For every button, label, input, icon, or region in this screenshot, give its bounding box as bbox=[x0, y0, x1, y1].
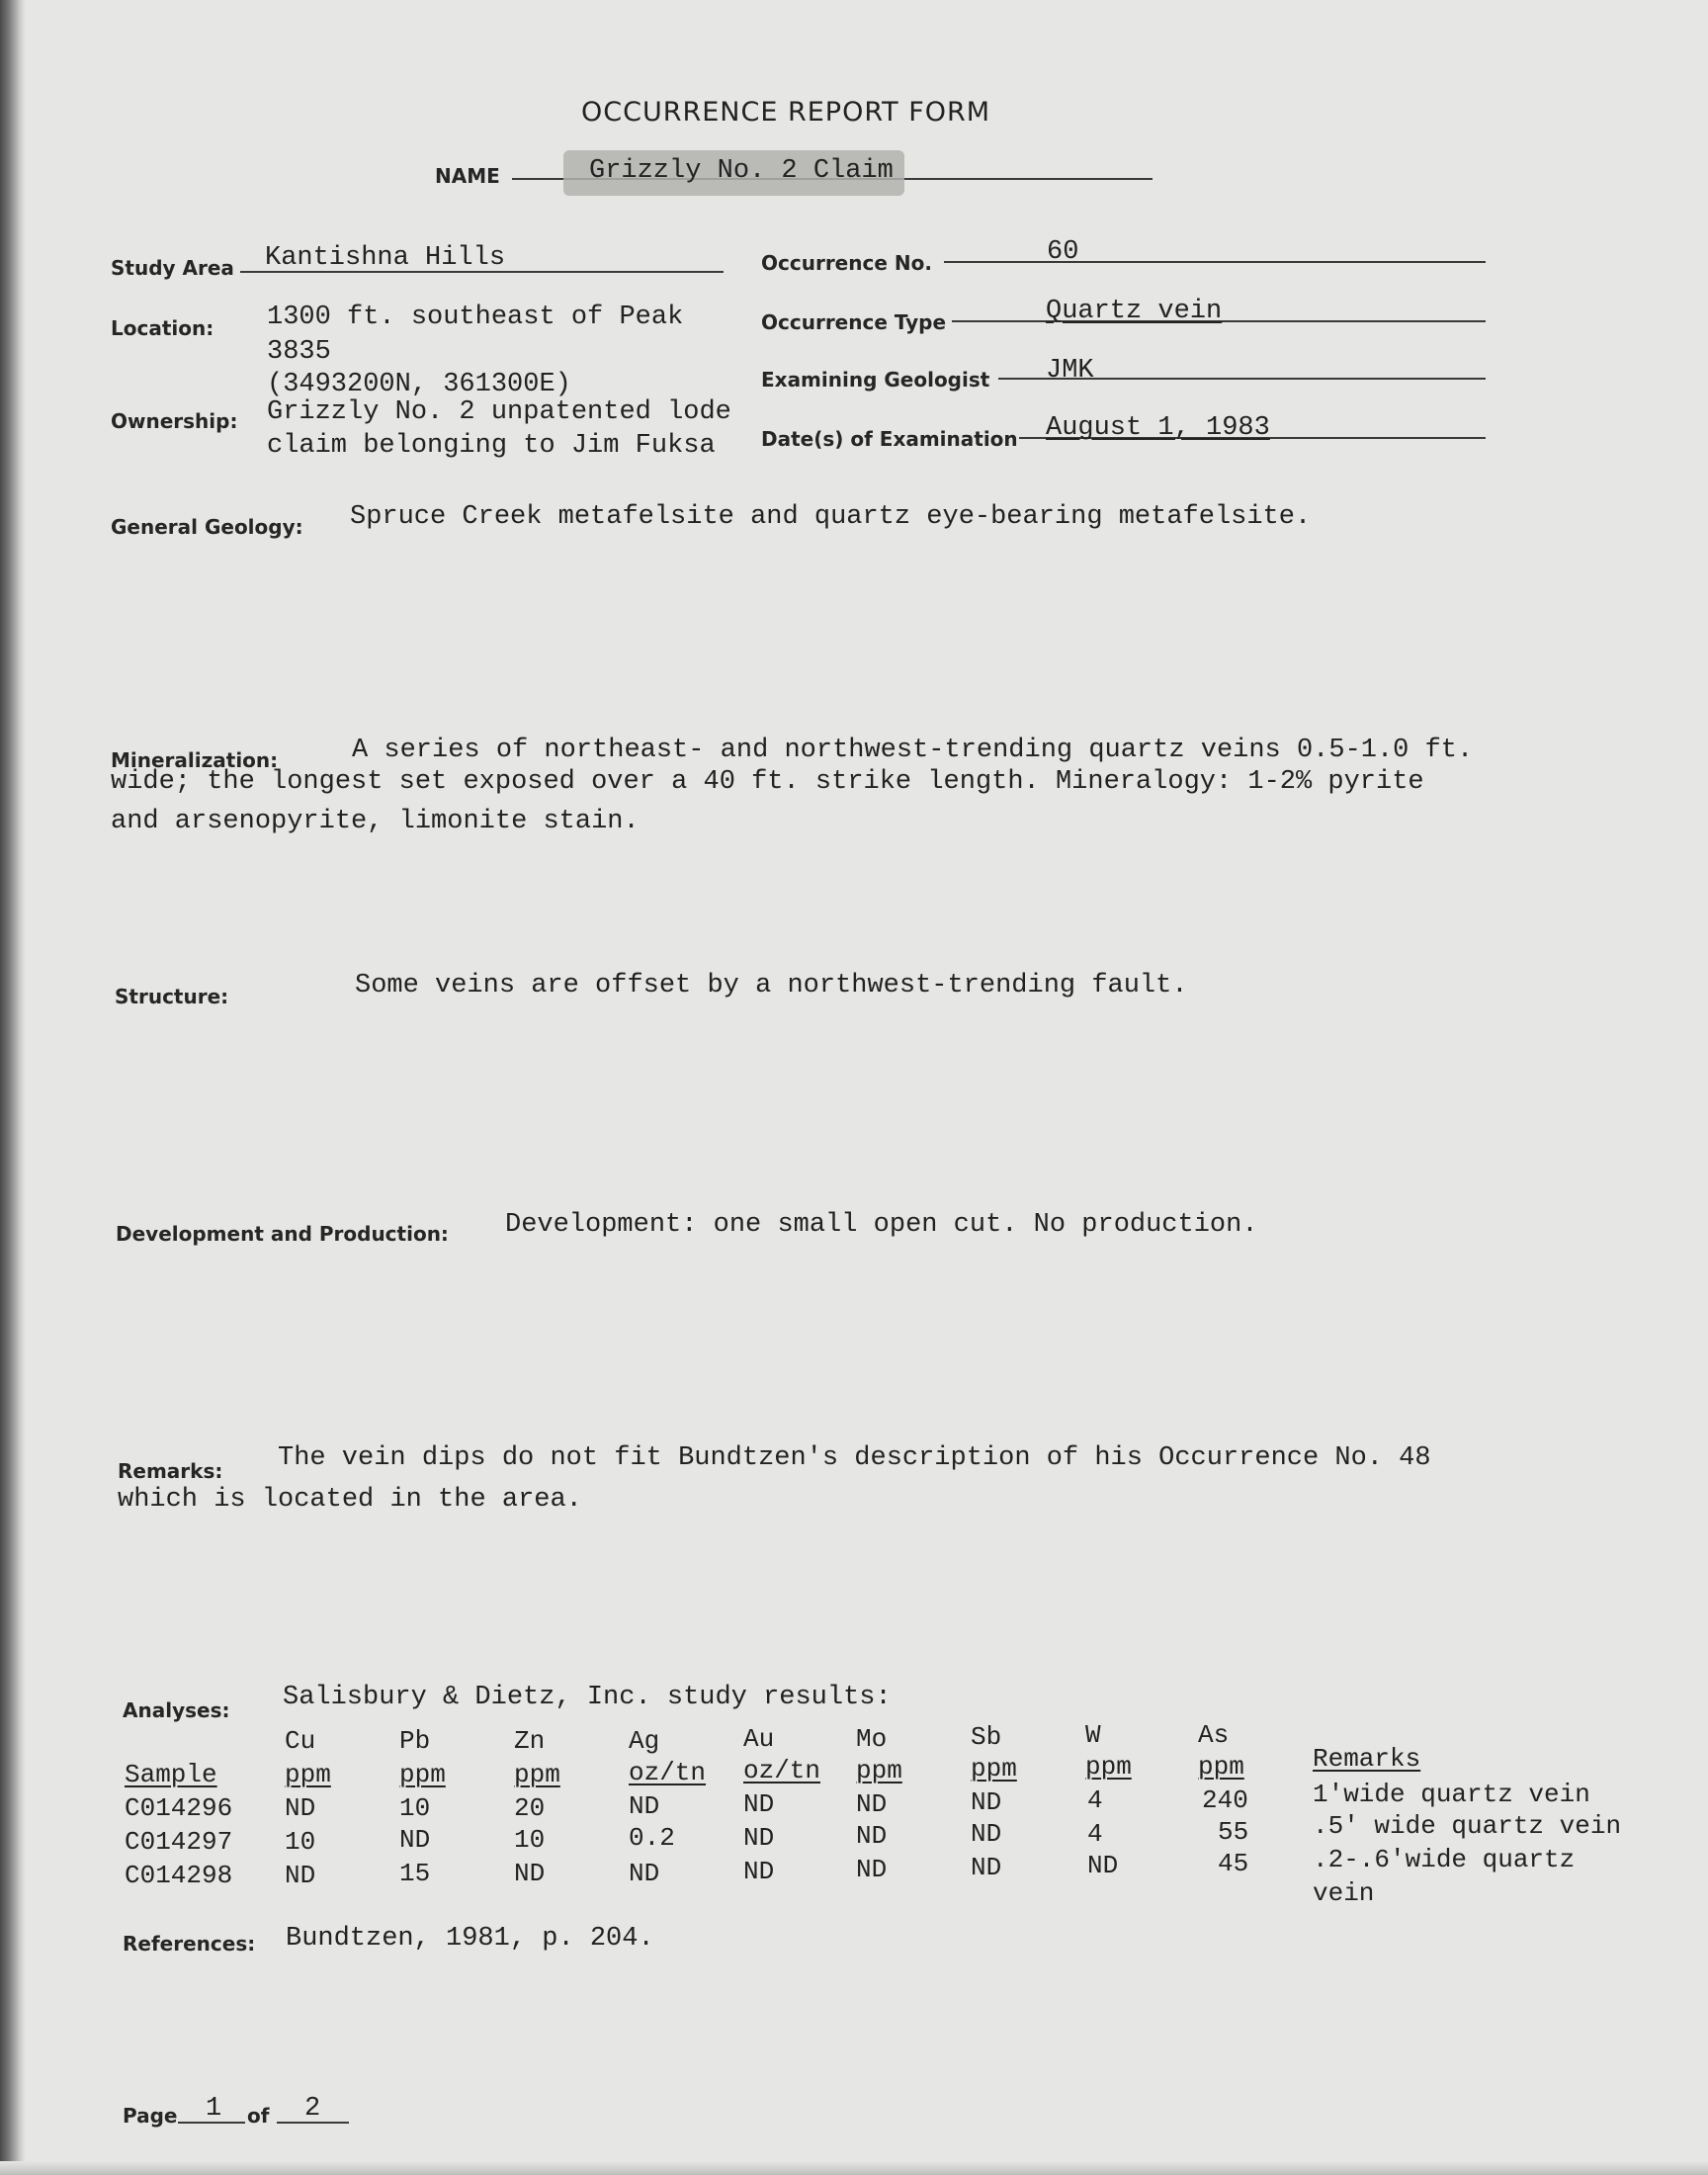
column-element-as: As bbox=[1198, 1720, 1230, 1750]
examining-geologist-value: JMK bbox=[1046, 356, 1094, 386]
ownership-line-1: Grizzly No. 2 unpatented lode bbox=[267, 397, 731, 427]
mineralization-line-3: and arsenopyrite, limonite stain. bbox=[111, 807, 640, 836]
cu-value: ND bbox=[285, 1793, 316, 1823]
of-label: of bbox=[247, 2104, 270, 2128]
general-geology-text: Spruce Creek metafelsite and quartz eye-bearing metafelsite. bbox=[350, 502, 1312, 532]
sample-id: C014298 bbox=[125, 1861, 233, 1890]
location-line-3: (3493200N, 361300E) bbox=[267, 370, 571, 399]
occurrence-type-value: Quartz vein bbox=[1046, 297, 1223, 326]
mineralization-label: Mineralization: bbox=[111, 748, 279, 772]
column-unit-as: ppm bbox=[1198, 1752, 1244, 1782]
name-value: Grizzly No. 2 Claim bbox=[589, 156, 894, 186]
column-unit-ag: oz/tn bbox=[629, 1758, 707, 1787]
sample-id: C014296 bbox=[125, 1793, 233, 1823]
sample-id: C014297 bbox=[125, 1827, 233, 1857]
remarks-line-2: which is located in the area. bbox=[118, 1485, 582, 1515]
general-geology-label: General Geology: bbox=[111, 515, 303, 539]
pb-value: 15 bbox=[399, 1859, 431, 1888]
column-element-zn: Zn bbox=[514, 1726, 546, 1756]
ag-value: 0.2 bbox=[629, 1823, 675, 1853]
mo-value: ND bbox=[856, 1855, 888, 1884]
ownership-line-2: claim belonging to Jim Fuksa bbox=[267, 431, 716, 461]
analyses-source: Salisbury & Dietz, Inc. study results: bbox=[283, 1683, 892, 1712]
location-line-2: 3835 bbox=[267, 337, 331, 367]
ag-value: ND bbox=[629, 1859, 660, 1888]
occurrence-no-value: 60 bbox=[1047, 237, 1079, 267]
page-label: Page bbox=[123, 2104, 178, 2128]
references-text: Bundtzen, 1981, p. 204. bbox=[286, 1924, 654, 1954]
column-header-remarks: Remarks bbox=[1313, 1744, 1421, 1774]
sb-value: ND bbox=[971, 1787, 1002, 1817]
ownership-label: Ownership: bbox=[111, 409, 238, 433]
column-element-cu: Cu bbox=[285, 1726, 316, 1756]
column-unit-zn: ppm bbox=[514, 1760, 560, 1789]
cu-value: 10 bbox=[285, 1827, 316, 1857]
form-title: OCCURRENCE REPORT FORM bbox=[581, 97, 991, 128]
total-pages: 2 bbox=[304, 2094, 321, 2124]
study-area-value: Kantishna Hills bbox=[265, 243, 506, 273]
pb-value: 10 bbox=[399, 1793, 431, 1823]
sb-value: ND bbox=[971, 1853, 1002, 1882]
remarks-label: Remarks: bbox=[118, 1459, 223, 1483]
column-element-au: Au bbox=[743, 1724, 775, 1754]
mineralization-line-2: wide; the longest set exposed over a 40 ft. strike length. Mineralogy: 1-2% pyrite bbox=[111, 767, 1424, 797]
remarks-value: .5' wide quartz vein bbox=[1313, 1811, 1622, 1841]
references-label: References: bbox=[123, 1932, 256, 1956]
scan-bottom-edge bbox=[0, 2161, 1708, 2175]
examining-geologist-label: Examining Geologist bbox=[761, 368, 990, 392]
column-element-pb: Pb bbox=[399, 1726, 431, 1756]
cu-value: ND bbox=[285, 1861, 316, 1890]
column-header-sample: Sample bbox=[125, 1760, 217, 1789]
w-value: 4 bbox=[1087, 1819, 1103, 1849]
date-label: Date(s) of Examination bbox=[761, 427, 1018, 451]
study-area-label: Study Area bbox=[111, 256, 234, 280]
zn-value: ND bbox=[514, 1859, 546, 1888]
as-value: 55 bbox=[1218, 1817, 1249, 1847]
remarks-line-1: The vein dips do not fit Bundtzen's description of his Occurrence No. 48 bbox=[278, 1443, 1431, 1473]
mo-value: ND bbox=[856, 1821, 888, 1851]
zn-value: 10 bbox=[514, 1825, 546, 1855]
column-unit-sb: ppm bbox=[971, 1754, 1017, 1784]
pb-value: ND bbox=[399, 1825, 431, 1855]
as-value: 240 bbox=[1202, 1785, 1248, 1815]
development-label: Development and Production: bbox=[116, 1222, 449, 1246]
location-line-1: 1300 ft. southeast of Peak bbox=[267, 303, 684, 332]
remarks-continuation: vein bbox=[1313, 1878, 1375, 1908]
development-text: Development: one small open cut. No production. bbox=[505, 1210, 1258, 1240]
au-value: ND bbox=[743, 1789, 775, 1819]
au-value: ND bbox=[743, 1823, 775, 1853]
column-unit-w: ppm bbox=[1085, 1752, 1132, 1782]
column-unit-au: oz/tn bbox=[743, 1756, 821, 1785]
date-value: August 1, 1983 bbox=[1046, 413, 1270, 443]
analyses-label: Analyses: bbox=[123, 1698, 230, 1722]
occurrence-no-rule bbox=[944, 261, 1486, 263]
column-element-ag: Ag bbox=[629, 1726, 660, 1756]
mineralization-line-1: A series of northeast- and northwest-trending quartz veins 0.5-1.0 ft. bbox=[352, 736, 1474, 765]
occurrence-no-label: Occurrence No. bbox=[761, 251, 932, 275]
remarks-value: .2-.6'wide quartz bbox=[1313, 1845, 1576, 1874]
occurrence-type-label: Occurrence Type bbox=[761, 310, 947, 334]
zn-value: 20 bbox=[514, 1793, 546, 1823]
sb-value: ND bbox=[971, 1819, 1002, 1849]
mo-value: ND bbox=[856, 1789, 888, 1819]
w-value: 4 bbox=[1087, 1785, 1103, 1815]
structure-label: Structure: bbox=[115, 985, 229, 1008]
column-unit-cu: ppm bbox=[285, 1760, 331, 1789]
column-unit-mo: ppm bbox=[856, 1756, 902, 1785]
ag-value: ND bbox=[629, 1791, 660, 1821]
column-unit-pb: ppm bbox=[399, 1760, 446, 1789]
structure-text: Some veins are offset by a northwest-trending fault. bbox=[355, 971, 1188, 1000]
page-number: 1 bbox=[206, 2094, 222, 2124]
scan-left-edge bbox=[0, 0, 26, 2175]
column-element-w: W bbox=[1085, 1720, 1101, 1750]
w-value: ND bbox=[1087, 1851, 1119, 1880]
column-element-mo: Mo bbox=[856, 1724, 888, 1754]
as-value: 45 bbox=[1218, 1849, 1249, 1878]
remarks-value: 1'wide quartz vein bbox=[1313, 1780, 1590, 1809]
au-value: ND bbox=[743, 1857, 775, 1886]
name-label: NAME bbox=[435, 164, 500, 188]
column-element-sb: Sb bbox=[971, 1722, 1002, 1752]
location-label: Location: bbox=[111, 316, 214, 340]
